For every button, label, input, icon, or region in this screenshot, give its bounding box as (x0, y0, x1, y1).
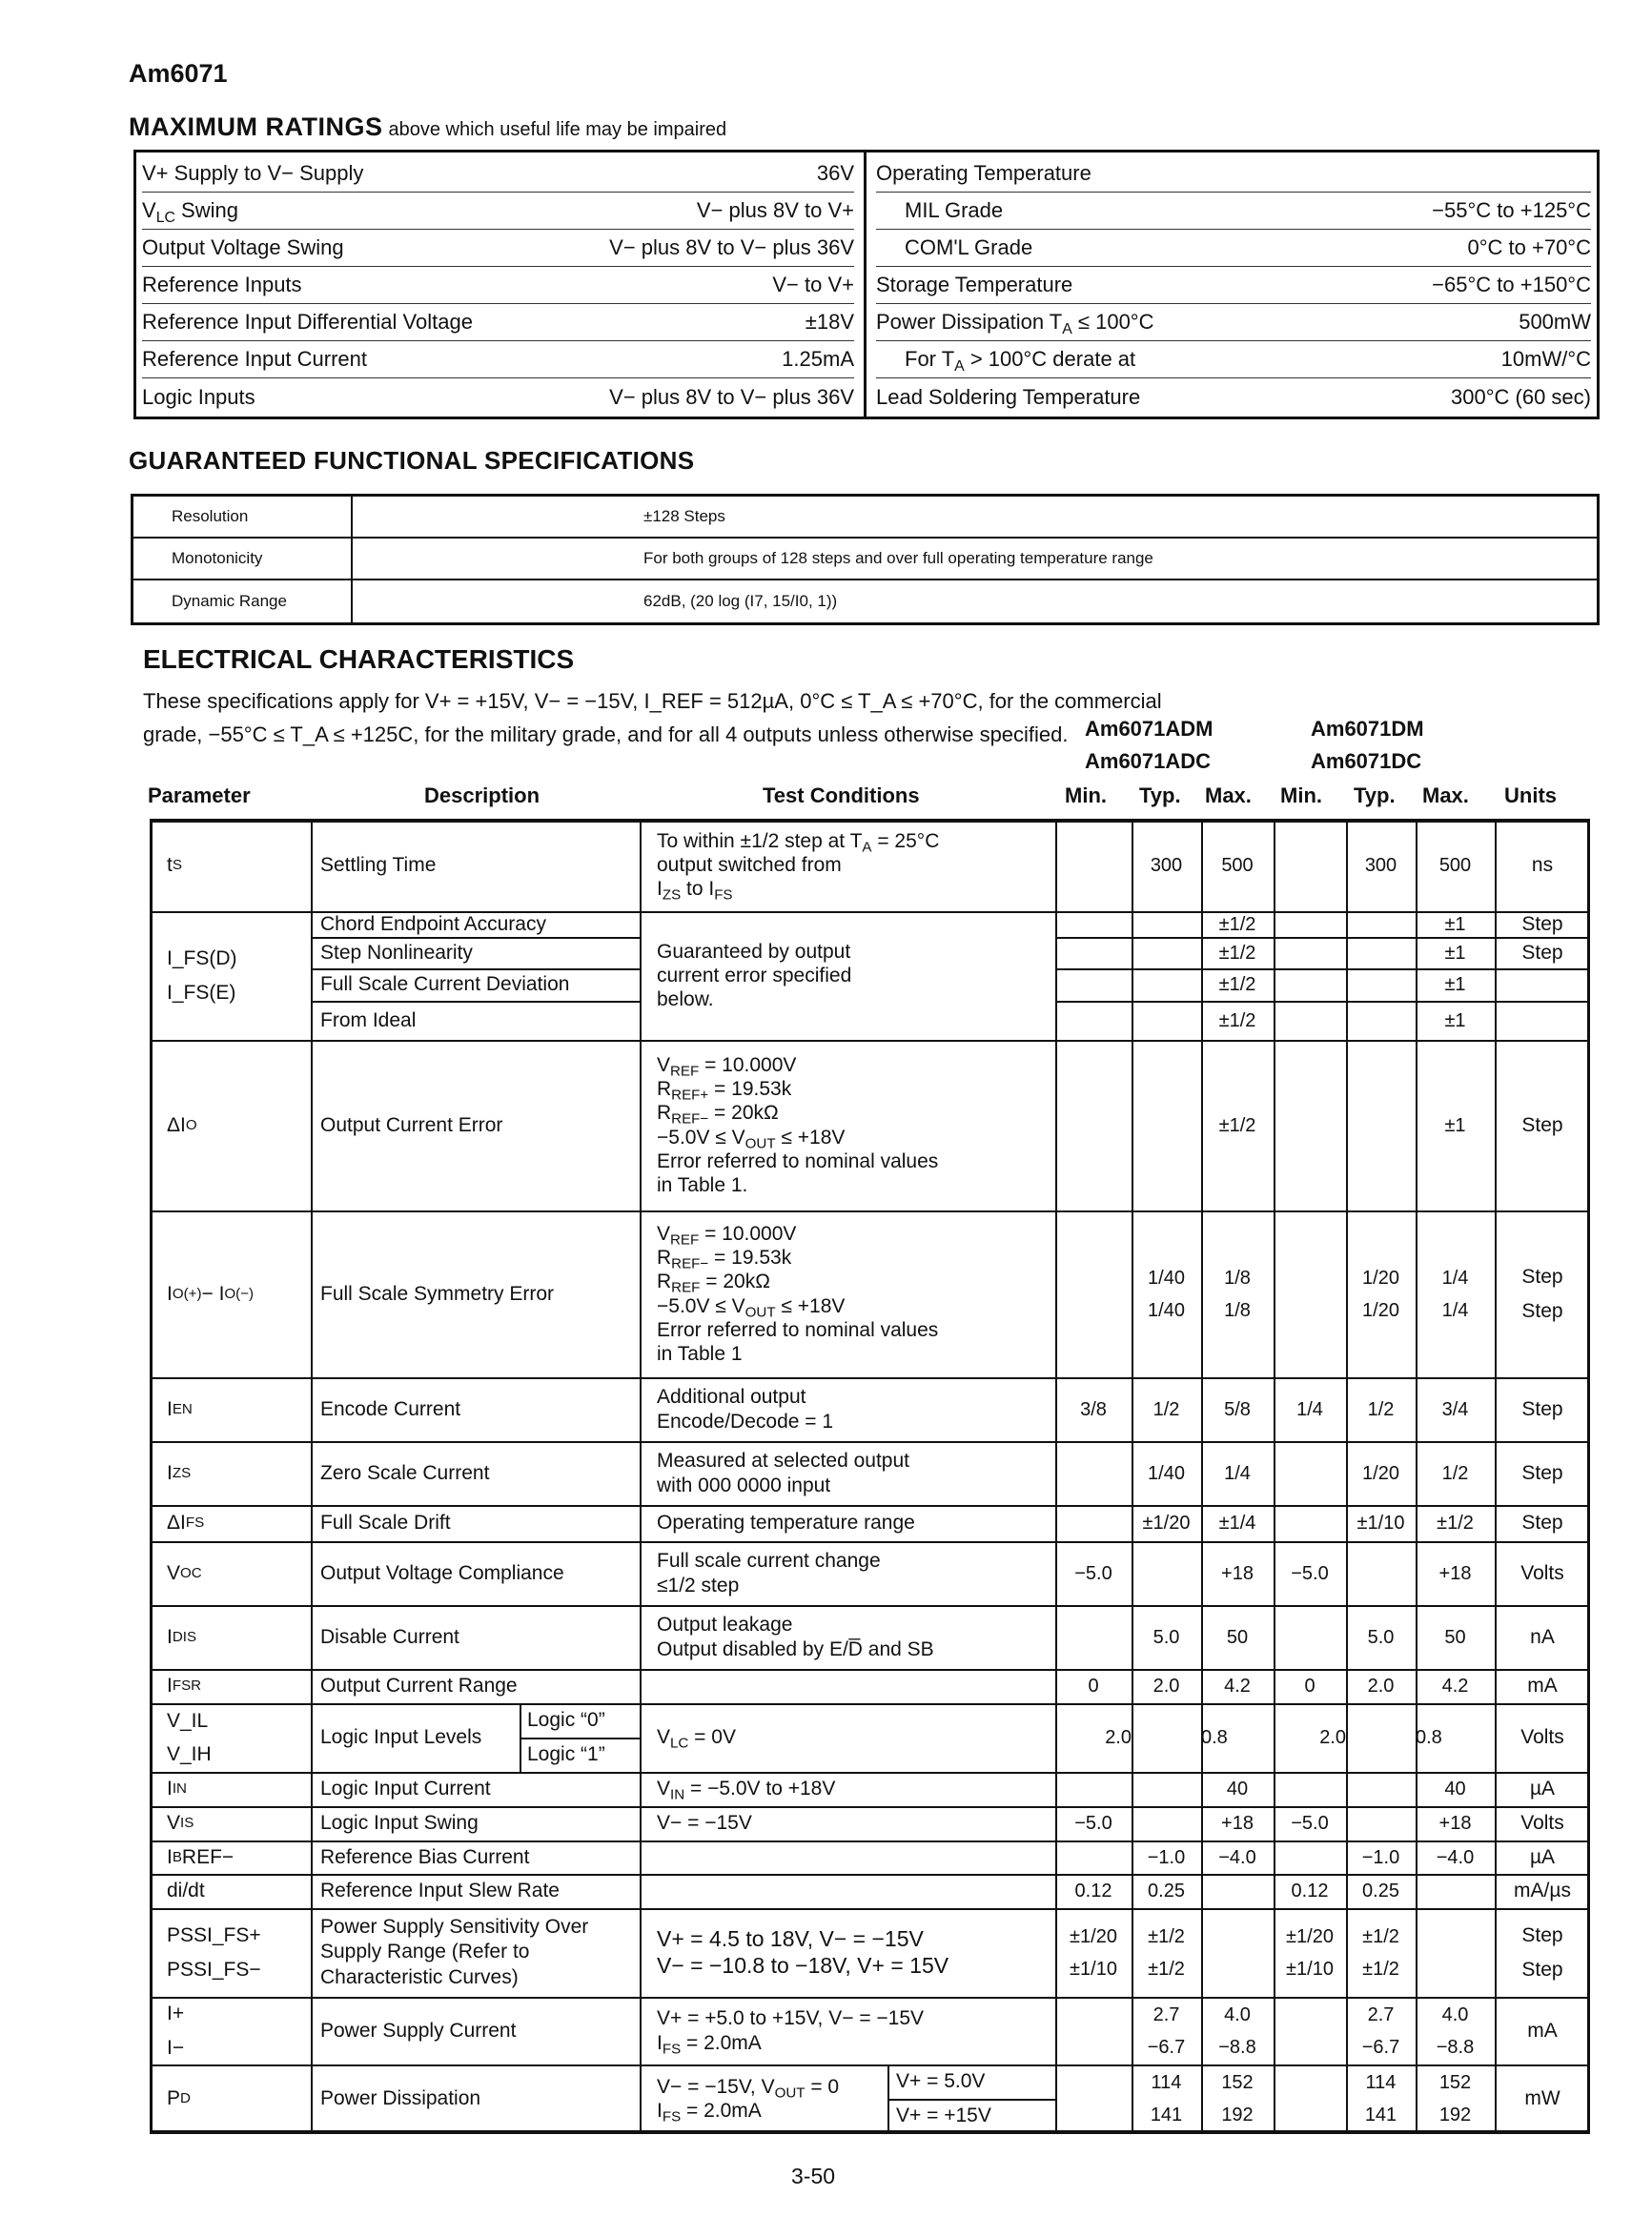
value-a-typ: 1/40 1/40 (1148, 1267, 1185, 1321)
rating-value: V− plus 8V to V− plus 36V (609, 235, 854, 259)
value-b-min (1274, 1840, 1346, 1874)
value-a-typ (1132, 1040, 1201, 1210)
units (1495, 1001, 1590, 1040)
value-a-min: 2.0 (1105, 1727, 1132, 1748)
value-b-typ: ±1/2 ±1/2 (1362, 1925, 1399, 1980)
rating-row (142, 193, 854, 230)
value-a-typ (1132, 1541, 1201, 1605)
value-b-max: ±1 (1444, 1114, 1466, 1136)
rating-value: 300°C (60 sec) (1451, 384, 1591, 409)
value-b-min (1274, 937, 1346, 968)
logic-level-label: Logic “1” (527, 1743, 605, 1766)
part-number: Am6071 (129, 59, 228, 88)
value-a-max: 500 (1221, 854, 1254, 876)
value-a-max: 0.8 (1201, 1727, 1228, 1748)
value-a-typ: 1/2 (1152, 1398, 1180, 1420)
description: Logic Input Swing (320, 1812, 479, 1835)
value-b-typ (1346, 1806, 1416, 1840)
value-b-max: ±1 (1444, 913, 1466, 935)
value-b-max (1416, 1874, 1495, 1908)
test-conditions: V+ = +5.0 to +15V, V− = −15V $I_{FS} = 2.0mA$ (657, 2007, 925, 2058)
value-b-max: +18 (1438, 1562, 1472, 1584)
value-a-max: ±1/2 (1218, 913, 1256, 935)
rating-label: COM'L Grade (905, 235, 1033, 259)
value-a-min (1055, 968, 1132, 1001)
value-a-max: −4.0 (1218, 1846, 1256, 1868)
description: Disable Current (320, 1625, 459, 1648)
rating-value: 0°C to +70°C (1467, 235, 1591, 259)
description: Logic Input Levels (320, 1726, 482, 1749)
test-conditions: V− = −15V, $V_{OUT} = 0$ $I_{FS} = 2.0mA$ (657, 2075, 840, 2125)
units: ns (1531, 853, 1554, 876)
description: Chord Endpoint Accuracy (320, 912, 546, 935)
value-b-min (1274, 911, 1346, 937)
rating-row (876, 267, 1591, 304)
rating-row (142, 155, 854, 193)
description: Full Scale Drift (320, 1512, 451, 1535)
max-ratings-note: above which useful life may be impaired (388, 119, 727, 140)
test-conditions: V+ = 4.5 to 18V, V− = −15V V− = −10.8 to −18V, V+ = 15V (657, 1925, 949, 1978)
header-b-max: Max. (1422, 783, 1469, 807)
rating-row (876, 230, 1591, 267)
rating-value: −65°C to +150°C (1432, 273, 1591, 296)
units: Step (1521, 1512, 1563, 1535)
value-b-min: −5.0 (1291, 1813, 1329, 1834)
test-conditions: $V_{REF} = 10.000V$ $R_{REF+} = 19.53k$ $R_{REF-} = 20k\Omega$ $-5.0V \le V_{OUT} \le +18V$ Error referred to nominal values in Table 1. (657, 1053, 939, 1196)
value-b-min (1274, 1772, 1346, 1806)
value-a-min: −5.0 (1074, 1562, 1112, 1584)
value-a-typ (1132, 937, 1201, 968)
header-a-max: Max. (1205, 783, 1252, 807)
header-units: Units (1504, 783, 1557, 807)
description: Zero Scale Current (320, 1461, 490, 1484)
parameter-symbol: ΔI O (167, 1113, 197, 1136)
value-b-typ: −1.0 (1361, 1846, 1400, 1868)
rating-value: 500mW (1519, 310, 1591, 334)
value-a-min: 3/8 (1080, 1398, 1107, 1420)
value-a-typ: 300 (1150, 854, 1183, 876)
value-a-min (1055, 1441, 1132, 1505)
value-a-max: ±1/4 (1218, 1513, 1256, 1534)
column-divider (864, 153, 867, 417)
value-b-min (1274, 1997, 1346, 2064)
max-ratings-title: MAXIMUM RATINGS (129, 112, 383, 141)
value-a-max: 4.0 −8.8 (1218, 2003, 1256, 2058)
functional-specs-heading: GUARANTEED FUNCTIONAL SPECIFICATIONS (129, 446, 695, 475)
units: Step Step (1521, 1266, 1563, 1322)
value-b-min (1274, 819, 1346, 911)
value-b-typ (1346, 1703, 1416, 1772)
value-a-max (1201, 1874, 1274, 1908)
value-b-max: 0.8 (1416, 1727, 1442, 1748)
value-b-typ: 300 (1364, 854, 1397, 876)
units: Step (1521, 1113, 1563, 1136)
test-conditions: To within ±1/2 step at $T_A = 25^\circ C$ output switched from $I_{ZS}$ to $I_{FS}$ (657, 829, 940, 904)
value-b-min: 0.12 (1291, 1881, 1329, 1901)
test-conditions: V− = −15V (657, 1812, 752, 1835)
electrical-characteristics-heading: ELECTRICAL CHARACTERISTICS (143, 644, 575, 674)
value-a-max: 5/8 (1224, 1398, 1251, 1420)
test-conditions: $V_{LC} = 0V$ (657, 1726, 736, 1752)
parameter-symbol: I_FS(D) I_FS(E) (167, 947, 237, 1004)
grade-a-com: Am6071ADC (1085, 749, 1212, 773)
test-condition-supply: V+ = +15V (896, 2105, 991, 2127)
value-b-min: ±1/20 ±1/10 (1286, 1925, 1334, 1980)
logic-level-label: Logic “0” (527, 1709, 605, 1732)
value-b-min (1274, 1210, 1346, 1377)
spec-value: 62dB, (20 log (I7, 15/I0, 1)) (643, 592, 838, 610)
value-b-typ: 114 141 (1364, 2072, 1397, 2125)
value-a-min (1055, 1997, 1132, 2064)
description: Encode Current (320, 1397, 461, 1420)
rating-row (876, 155, 1591, 193)
rating-label: Operating Temperature (876, 161, 1091, 185)
rating-label: V+ Supply to V− Supply (142, 161, 364, 185)
grade-b-mil: Am6071DM (1311, 717, 1424, 741)
value-b-max: 50 (1444, 1626, 1466, 1648)
test-conditions: Guaranteed by output current error specified below. (657, 940, 852, 1011)
units: µA (1529, 1778, 1556, 1800)
units: Step (1521, 1397, 1563, 1420)
value-a-min (1055, 1001, 1132, 1040)
value-a-typ: 0.25 (1148, 1881, 1185, 1901)
parameter-symbol: I EN (167, 1397, 193, 1420)
value-b-max: 152 192 (1438, 2072, 1472, 2125)
value-b-min (1274, 1605, 1346, 1669)
value-a-typ: 1/40 (1148, 1462, 1185, 1484)
parameter-symbol: I B REF− (167, 1845, 235, 1868)
test-conditions: $V_{IN} = -5.0V$ to +18V (657, 1778, 836, 1803)
header-description: Description (424, 783, 540, 807)
value-a-min (1055, 2064, 1132, 2133)
description: Output Current Range (320, 1675, 518, 1698)
rating-row (142, 230, 854, 267)
parameter-symbol: I ZS (167, 1461, 192, 1484)
spec-value: ±128 Steps (643, 507, 725, 525)
description: Full Scale Symmetry Error (320, 1282, 555, 1305)
units: µA (1529, 1845, 1556, 1868)
parameter-symbol: t S (167, 853, 182, 876)
description: Step Nonlinearity (320, 941, 473, 964)
value-a-min (1055, 819, 1132, 911)
value-a-max: +18 (1221, 1813, 1254, 1834)
value-b-max (1416, 1908, 1495, 1997)
value-b-typ: 0.25 (1362, 1881, 1399, 1901)
rating-label: For $T_A > 100^\circ C$ derate at (905, 347, 1136, 375)
test-condition-supply: V+ = 5.0V (896, 2070, 986, 2093)
description: Full Scale Current Deviation (320, 973, 570, 996)
rating-row (876, 378, 1591, 416)
value-b-min (1274, 1040, 1346, 1210)
value-a-max: 152 192 (1221, 2072, 1254, 2125)
value-a-typ (1132, 1703, 1201, 1772)
value-a-max (1201, 1908, 1274, 1997)
value-b-max: ±1 (1444, 1009, 1466, 1031)
parameter-symbol: P D (167, 2087, 191, 2110)
value-a-typ (1132, 911, 1201, 937)
test-conditions: $V_{REF} = 10.000V$ $R_{REF-} = 19.53k$ $R_{REF} = 20k\Omega$ $-5.0V \le V_{OUT} \le +18V$ Error referred to nominal values in Table 1 (657, 1222, 939, 1365)
value-a-typ: −1.0 (1147, 1846, 1186, 1868)
value-a-min (1055, 911, 1132, 937)
parameter-symbol: V OC (167, 1561, 202, 1584)
value-a-max: 1/8 1/8 (1224, 1267, 1251, 1321)
test-conditions: Full scale current change ≤1/2 step (657, 1550, 881, 1596)
value-b-min: 1/4 (1296, 1398, 1323, 1420)
value-a-min (1055, 1505, 1132, 1541)
units: Step Step (1521, 1924, 1563, 1981)
rating-label: $V_{LC}$ Swing (142, 198, 238, 226)
grade-b-com: Am6071DC (1311, 749, 1422, 773)
rating-label: Reference Input Differential Voltage (142, 310, 473, 334)
rating-label: Storage Temperature (876, 273, 1073, 296)
rating-value: 1.25mA (782, 347, 854, 371)
value-a-typ (1132, 1001, 1201, 1040)
value-b-max: 500 (1438, 854, 1472, 876)
parameter-symbol: V_IL V_IH (167, 1709, 212, 1765)
value-a-max: ±1/2 (1218, 974, 1256, 995)
description: Reference Bias Current (320, 1845, 530, 1868)
max-ratings-table (133, 150, 1600, 419)
spec-row (133, 539, 1597, 580)
rating-row (142, 378, 854, 416)
value-a-typ: ±1/2 ±1/2 (1148, 1925, 1185, 1980)
parameter-symbol: ΔI FS (167, 1512, 205, 1535)
value-a-typ: 5.0 (1152, 1626, 1180, 1648)
value-b-max: 3/4 (1441, 1398, 1469, 1420)
value-b-min: −5.0 (1291, 1562, 1329, 1584)
header-conditions: Test Conditions (763, 783, 920, 807)
value-b-max: 1/2 (1441, 1462, 1469, 1484)
column-divider (640, 819, 642, 2133)
parameter-symbol: I DIS (167, 1625, 197, 1648)
description: Output Voltage Compliance (320, 1561, 564, 1584)
value-a-max: +18 (1221, 1562, 1254, 1584)
test-conditions: Operating temperature range (657, 1512, 915, 1535)
value-b-max: ±1/2 (1437, 1513, 1474, 1534)
rating-value: ±18V (805, 310, 854, 334)
value-b-typ (1346, 1772, 1416, 1806)
value-a-typ (1132, 968, 1201, 1001)
description: Settling Time (320, 853, 437, 876)
units: Step (1521, 1461, 1563, 1484)
rating-row (142, 304, 854, 341)
rating-value: −55°C to +125°C (1432, 198, 1591, 222)
test-conditions: Measured at selected output with 000 0000 input (657, 1450, 910, 1496)
value-a-max: ±1/2 (1218, 1009, 1256, 1031)
spec-value: For both groups of 128 steps and over full operating temperature range (643, 549, 1153, 567)
spec-label: Dynamic Range (133, 580, 353, 622)
value-b-typ: 1/2 (1367, 1398, 1395, 1420)
rating-label: Reference Inputs (142, 273, 302, 296)
value-b-max: −4.0 (1436, 1846, 1475, 1868)
value-a-max: ±1/2 (1218, 942, 1256, 964)
parameter-symbol: I+ I− (167, 2003, 185, 2059)
value-a-typ (1132, 1772, 1201, 1806)
parameter-symbol: PSSI_FS+ PSSI_FS− (167, 1924, 261, 1981)
value-b-max: 1/4 1/4 (1441, 1267, 1469, 1321)
units: Volts (1520, 1561, 1564, 1584)
rating-row (876, 341, 1591, 378)
header-parameter: Parameter (148, 783, 251, 807)
header-b-typ: Typ. (1354, 783, 1396, 807)
value-b-max: ±1 (1444, 942, 1466, 964)
value-a-typ: 114 141 (1150, 2072, 1183, 2125)
rating-value: V− plus 8V to V+ (696, 198, 854, 222)
units: Volts (1520, 1812, 1564, 1835)
rating-value: 10mW/°C (1500, 347, 1591, 371)
rating-value: V− plus 8V to V− plus 36V (609, 384, 854, 409)
value-a-min (1055, 1605, 1132, 1669)
description: Power Dissipation (320, 2087, 481, 2110)
value-b-min (1274, 2064, 1346, 2133)
description: Output Current Error (320, 1113, 503, 1136)
value-b-max: ±1 (1444, 974, 1466, 995)
value-b-min: 0 (1304, 1676, 1315, 1697)
value-b-typ: ±1/10 (1356, 1513, 1405, 1534)
units: Step (1521, 912, 1563, 935)
value-b-typ (1346, 1541, 1416, 1605)
description: Logic Input Current (320, 1778, 491, 1800)
value-b-max: 40 (1444, 1779, 1466, 1800)
value-a-min (1055, 1840, 1132, 1874)
value-b-typ (1346, 1001, 1416, 1040)
rating-label: Output Voltage Swing (142, 235, 344, 259)
value-a-max: 1/4 (1224, 1462, 1251, 1484)
page-number: 3-50 (791, 2164, 836, 2188)
units: Step (1521, 941, 1563, 964)
description: Reference Input Slew Rate (320, 1880, 560, 1902)
parameter-symbol: V IS (167, 1812, 194, 1835)
value-b-min (1274, 968, 1346, 1001)
grade-a-mil: Am6071ADM (1085, 717, 1214, 741)
value-b-max: +18 (1438, 1813, 1472, 1834)
value-b-typ (1346, 911, 1416, 937)
units: mA/µs (1514, 1880, 1571, 1902)
value-a-typ (1132, 1806, 1201, 1840)
value-b-max: 4.0 −8.8 (1436, 2003, 1475, 2058)
value-a-min (1055, 1210, 1132, 1377)
spec-label: Monotonicity (133, 539, 353, 579)
value-a-min (1055, 937, 1132, 968)
units: Volts (1520, 1726, 1564, 1749)
value-b-max: 4.2 (1441, 1676, 1469, 1697)
value-b-typ: 5.0 (1367, 1626, 1395, 1648)
value-b-typ (1346, 937, 1416, 968)
electrical-intro: These specifications apply for V+ = +15V, V− = −15V, I_REF = 512µA, 0°C ≤ T_A ≤ +70°C, for the commercial grade, −55°C ≤ T_A ≤ +125C, for the military grade, and for all 4 outputs unless otherwise specified. (143, 689, 1162, 746)
max-ratings-heading (129, 112, 726, 142)
parameter-symbol: I IN (167, 1778, 187, 1800)
units: nA (1530, 1625, 1555, 1648)
value-b-min (1274, 1441, 1346, 1505)
spec-row (133, 497, 1597, 539)
description: Power Supply Current (320, 2019, 517, 2042)
units: mA (1527, 2019, 1558, 2042)
units: mW (1524, 2087, 1560, 2110)
units (1495, 968, 1590, 1001)
value-b-typ: 1/20 (1362, 1462, 1399, 1484)
spec-row (133, 580, 1597, 622)
value-a-min (1055, 1040, 1132, 1210)
value-b-min (1274, 1001, 1346, 1040)
header-a-typ: Typ. (1139, 783, 1181, 807)
test-conditions: Output leakage Output disabled by E/D̅ and SB (657, 1614, 934, 1660)
value-a-typ: ±1/20 (1142, 1513, 1191, 1534)
header-a-min: Min. (1065, 783, 1107, 807)
value-b-typ: 2.0 (1367, 1676, 1395, 1697)
value-b-typ (1346, 968, 1416, 1001)
rating-row (142, 267, 854, 304)
test-conditions: Additional output Encode/Decode = 1 (657, 1386, 834, 1433)
value-a-min: 0.12 (1074, 1881, 1112, 1901)
rating-row (876, 193, 1591, 230)
description: From Ideal (320, 1008, 417, 1031)
value-a-typ: 2.0 (1152, 1676, 1180, 1697)
value-a-max: 4.2 (1224, 1676, 1251, 1697)
rating-label: Lead Soldering Temperature (876, 384, 1141, 409)
rating-row (142, 341, 854, 378)
rating-value: 36V (816, 161, 854, 185)
spec-label: Resolution (133, 497, 353, 537)
parameter-symbol: di/dt (167, 1880, 205, 1902)
value-b-min: 2.0 (1319, 1727, 1346, 1748)
parameter-symbol: I FSR (167, 1675, 202, 1698)
rating-label: Reference Input Current (142, 347, 368, 371)
rating-row (876, 304, 1591, 341)
description: Power Supply Sensitivity Over Supply Range (Refer to Characteristic Curves) (320, 1916, 589, 1988)
units: mA (1527, 1675, 1558, 1698)
column-divider (311, 819, 313, 2133)
value-a-typ: 2.7 −6.7 (1147, 2003, 1186, 2058)
functional-specs-table (131, 494, 1600, 625)
value-a-min: −5.0 (1074, 1813, 1112, 1834)
rating-label: Power Dissipation $T_A \le 100^\circ C$ (876, 310, 1154, 337)
value-a-max: 40 (1226, 1779, 1249, 1800)
value-a-max: ±1/2 (1218, 1114, 1256, 1136)
value-b-typ: 2.7 −6.7 (1361, 2003, 1400, 2058)
value-b-min (1274, 1505, 1346, 1541)
value-a-min: ±1/20 ±1/10 (1070, 1925, 1117, 1980)
rating-value: V− to V+ (772, 273, 854, 296)
value-a-max: 50 (1226, 1626, 1249, 1648)
value-b-typ (1346, 1040, 1416, 1210)
value-b-typ: 1/20 1/20 (1362, 1267, 1399, 1321)
header-b-min: Min. (1280, 783, 1322, 807)
parameter-symbol: I O(+) − I O(−) (167, 1282, 255, 1305)
rating-label: Logic Inputs (142, 384, 255, 409)
rating-label: MIL Grade (905, 198, 1004, 222)
value-a-min (1055, 1772, 1132, 1806)
value-a-min: 0 (1088, 1676, 1099, 1697)
